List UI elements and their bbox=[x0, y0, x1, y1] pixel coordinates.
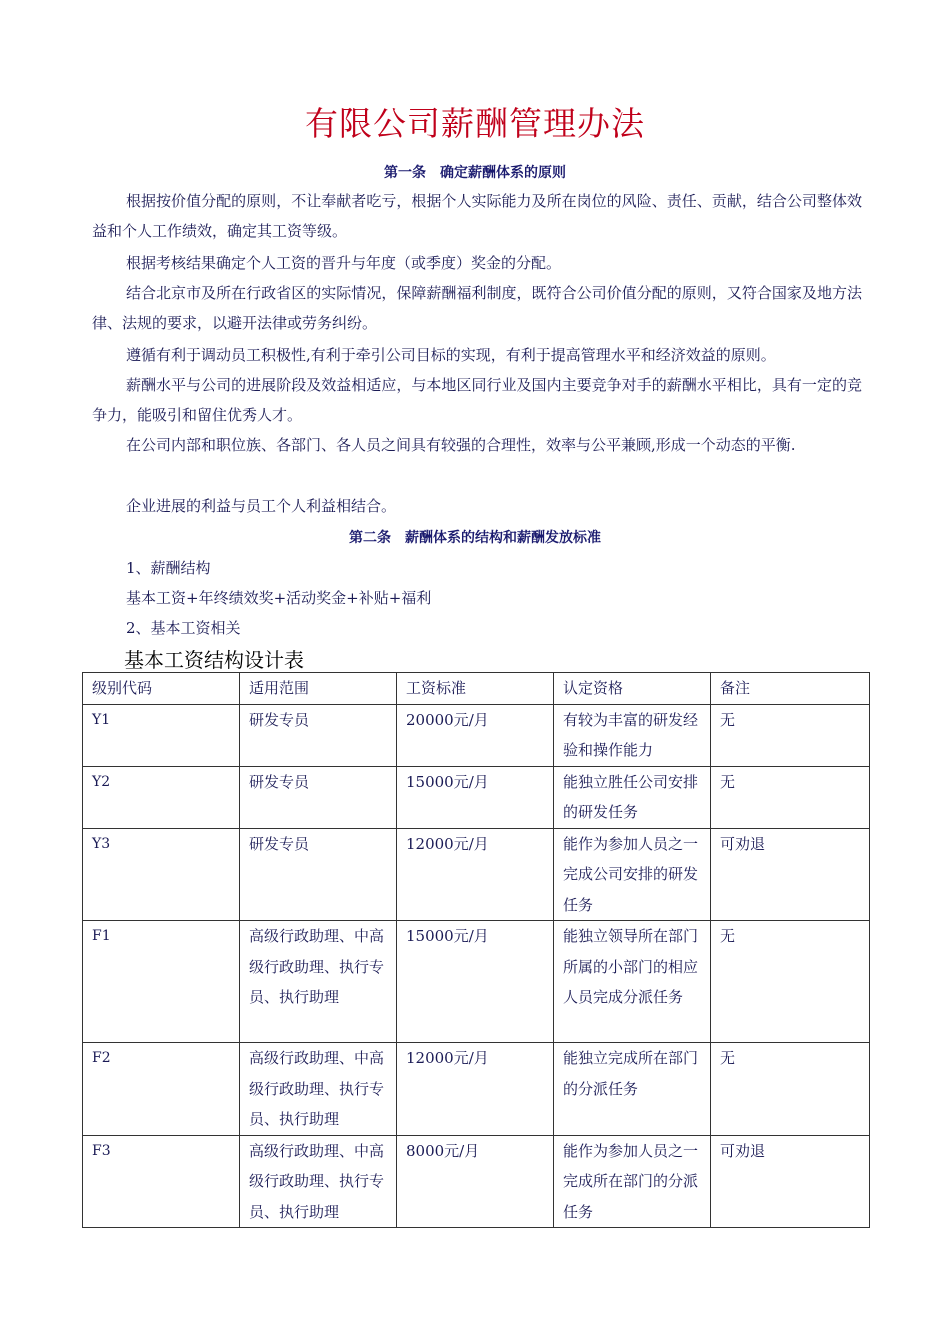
column-header: 级别代码 bbox=[83, 673, 240, 705]
table-cell: 无 bbox=[711, 704, 870, 766]
section-heading-1: 第一条 确定薪酬体系的原则 bbox=[384, 165, 566, 181]
table-header-row bbox=[83, 673, 870, 705]
paragraph: 在公司内部和职位族、各部门、各人员之间具有较强的合理性，效率与公平兼顾,形成一个动态的平衡. bbox=[126, 436, 796, 454]
table-cell: 高级行政助理、中高级行政助理、执行专员、执行助理 bbox=[240, 1043, 397, 1136]
salary-structure-text: 基本工资+年终绩效奖+活动奖金+补贴+福利 bbox=[126, 589, 432, 607]
table-row bbox=[83, 766, 870, 828]
table-cell: 8000元/月 bbox=[397, 1135, 554, 1228]
table-cell: 高级行政助理、中高级行政助理、执行专员、执行助理 bbox=[240, 1135, 397, 1228]
table-cell: 12000元/月 bbox=[397, 1043, 554, 1136]
table-cell: 有较为丰富的研发经验和操作能力 bbox=[554, 704, 711, 766]
table-cell: 可劝退 bbox=[711, 1135, 870, 1228]
table-row bbox=[83, 704, 870, 766]
table-cell: 能独立领导所在部门所属的小部门的相应人员完成分派任务 bbox=[554, 921, 711, 1043]
table-cell: 研发专员 bbox=[240, 704, 397, 766]
table-cell: 高级行政助理、中高级行政助理、执行专员、执行助理 bbox=[240, 921, 397, 1043]
table-cell: Y1 bbox=[83, 704, 240, 766]
column-header: 备注 bbox=[711, 673, 870, 705]
section-heading-2: 第二条 薪酬体系的结构和薪酬发放标准 bbox=[349, 530, 601, 546]
table-cell: 能独立胜任公司安排的研发任务 bbox=[554, 766, 711, 828]
column-header: 认定资格 bbox=[554, 673, 711, 705]
list-item: 1、薪酬结构 bbox=[126, 559, 211, 577]
table-cell: 研发专员 bbox=[240, 766, 397, 828]
paragraph: 企业进展的利益与员工个人利益相结合。 bbox=[126, 497, 397, 515]
paragraph: 薪酬水平与公司的进展阶段及效益相适应，与本地区同行业及国内主要竞争对手的薪酬水平相比，具有一定的竞争力，能吸引和留住优秀人才。 bbox=[92, 376, 862, 424]
salary-table bbox=[82, 672, 870, 1228]
table-cell: 无 bbox=[711, 766, 870, 828]
table-row bbox=[83, 1043, 870, 1136]
paragraph: 遵循有利于调动员工积极性,有利于牵引公司目标的实现，有利于提高管理水平和经济效益的原则。 bbox=[126, 346, 776, 364]
paragraph: 根据按价值分配的原则，不让奉献者吃亏，根据个人实际能力及所在岗位的风险、责任、贡献，结合公司整体效益和个人工作绩效，确定其工资等级。 bbox=[92, 192, 862, 240]
table-cell: 15000元/月 bbox=[397, 766, 554, 828]
table-cell: 12000元/月 bbox=[397, 828, 554, 921]
table-row bbox=[83, 921, 870, 1043]
table-row bbox=[83, 1135, 870, 1228]
table-cell: F3 bbox=[83, 1135, 240, 1228]
table-cell: F2 bbox=[83, 1043, 240, 1136]
table-cell: 可劝退 bbox=[711, 828, 870, 921]
table-cell: 无 bbox=[711, 1043, 870, 1136]
table-cell: 无 bbox=[711, 921, 870, 1043]
table-cell: F1 bbox=[83, 921, 240, 1043]
list-item: 2、基本工资相关 bbox=[126, 619, 241, 637]
table-cell: Y2 bbox=[83, 766, 240, 828]
table-cell: 15000元/月 bbox=[397, 921, 554, 1043]
paragraph: 结合北京市及所在行政省区的实际情况，保障薪酬福利制度，既符合公司价值分配的原则，又符合国家及地方法律、法规的要求，以避开法律或劳务纠纷。 bbox=[92, 284, 862, 332]
paragraph: 根据考核结果确定个人工资的晋升与年度（或季度）奖金的分配。 bbox=[126, 254, 562, 272]
table-cell: 研发专员 bbox=[240, 828, 397, 921]
table-cell: Y3 bbox=[83, 828, 240, 921]
page-title: 有限公司薪酬管理办法 bbox=[305, 104, 645, 143]
column-header: 适用范围 bbox=[240, 673, 397, 705]
table-cell: 20000元/月 bbox=[397, 704, 554, 766]
column-header: 工资标准 bbox=[397, 673, 554, 705]
table-cell: 能作为参加人员之一完成所在部门的分派任务 bbox=[554, 1135, 711, 1228]
table-cell: 能作为参加人员之一完成公司安排的研发任务 bbox=[554, 828, 711, 921]
table-title: 基本工资结构设计表 bbox=[124, 648, 304, 672]
table-cell: 能独立完成所在部门的分派任务 bbox=[554, 1043, 711, 1136]
table-row bbox=[83, 828, 870, 921]
